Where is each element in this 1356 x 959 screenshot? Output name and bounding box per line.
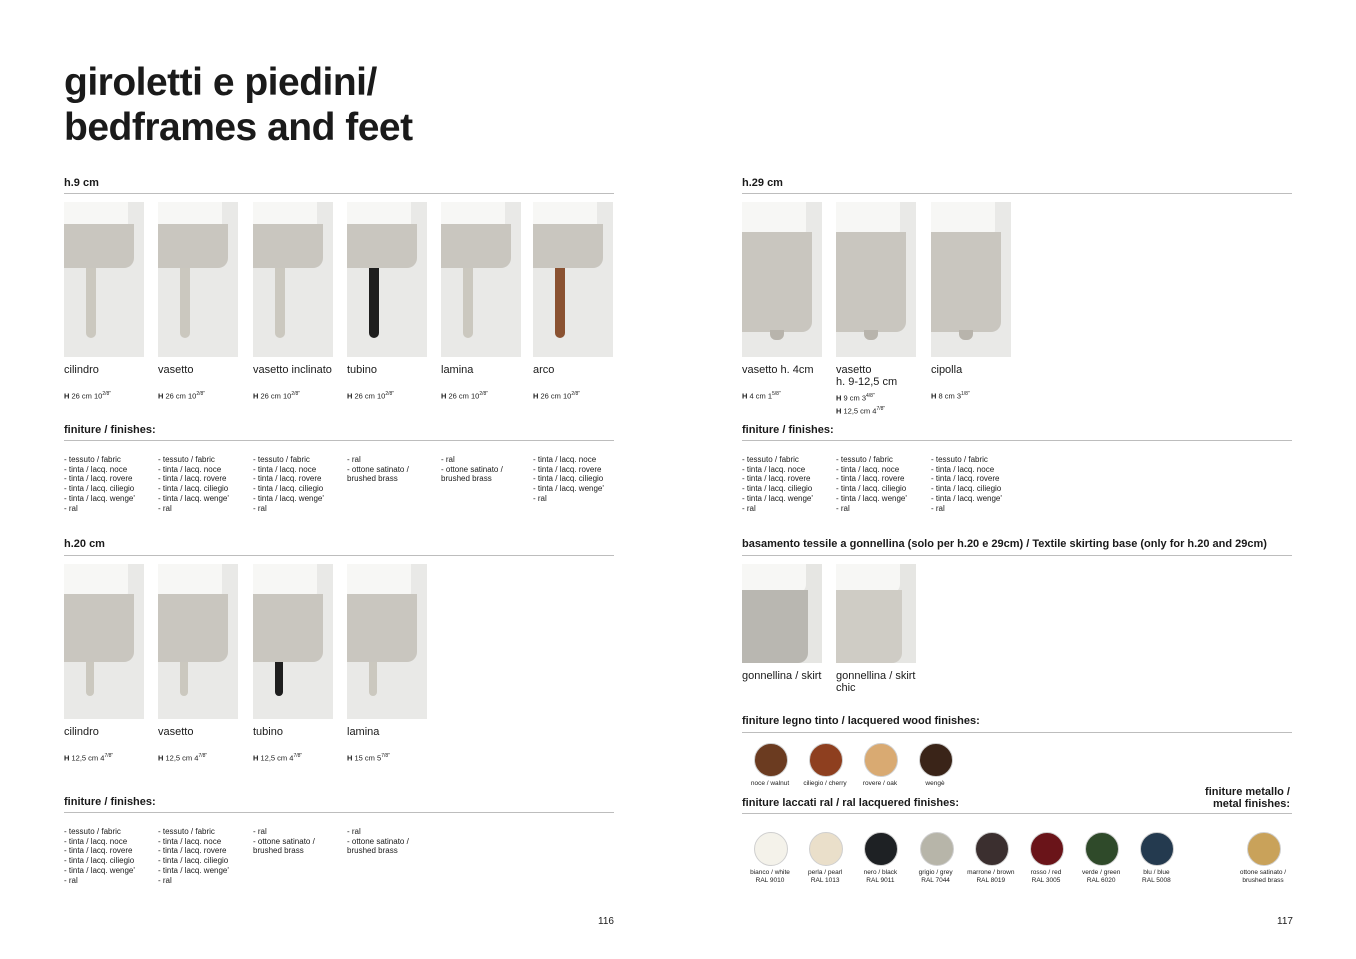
dimension-fraction: 7/8" xyxy=(381,753,390,759)
swatch-label: marrone / brown RAL 8019 xyxy=(967,869,1015,884)
swatch-label: grigio / grey RAL 7044 xyxy=(918,869,953,884)
product-photo xyxy=(742,564,822,663)
h9-card xyxy=(347,202,427,402)
height-label: H xyxy=(742,391,750,401)
height-label: H xyxy=(836,393,844,403)
bedframe xyxy=(158,594,228,662)
swatch-label: rovere / oak xyxy=(862,780,898,787)
bedframe xyxy=(253,594,323,662)
section-h20-heading: h.20 cm xyxy=(64,538,105,550)
skirt-card xyxy=(742,564,822,682)
height-dimension: H 26 cm $10^{2/8"}$ xyxy=(158,391,206,401)
bedframe xyxy=(742,232,812,332)
metal-finishes-heading: finiture metallo / metal finishes: xyxy=(1205,786,1290,810)
finish-options: - tessuto / fabric - tinta / lacq. noce - tinta / lacq. rovere - tinta / lacq. ciliegio - tinta / lacq. wenge' - ral xyxy=(742,455,813,513)
finish-options: - ral - ottone satinato / brushed brass xyxy=(441,455,503,484)
product-name: lamina xyxy=(441,364,474,376)
foot xyxy=(770,330,784,340)
color-swatch xyxy=(1247,832,1281,866)
product-photo xyxy=(253,564,333,719)
dimension-fraction: 2/8" xyxy=(385,391,395,397)
height-label: H xyxy=(64,753,72,763)
finish-options: - tinta / lacq. noce - tinta / lacq. rovere - tinta / lacq. ciliegio - tinta / lacq. wenge' - ral xyxy=(533,455,604,503)
finish-options: - tessuto / fabric - tinta / lacq. noce - tinta / lacq. rovere - tinta / lacq. ciliegio - tinta / lacq. wenge' - ral xyxy=(158,827,229,885)
foot xyxy=(959,330,973,340)
section-h9-heading: h.9 cm xyxy=(64,177,99,189)
foot xyxy=(275,662,283,696)
dimension-fraction: 2/8" xyxy=(196,391,206,397)
swatch-label: perla / pearl RAL 1013 xyxy=(808,869,843,884)
product-photo xyxy=(64,564,144,719)
height-label: H xyxy=(931,391,939,401)
height-label: H xyxy=(64,391,72,401)
product-name: gonnellina / skirt xyxy=(742,670,822,682)
h9-card xyxy=(158,202,238,402)
height-label: H xyxy=(347,391,355,401)
foot xyxy=(369,662,377,696)
product-photo xyxy=(347,564,427,719)
finish-options: - ral - ottone satinato / brushed brass xyxy=(347,455,409,484)
h20-card xyxy=(158,564,238,764)
skirt-fabric xyxy=(836,590,902,663)
dimension-fraction: 2/8" xyxy=(102,391,112,397)
product-photo xyxy=(158,202,238,357)
product-name: vasetto inclinato xyxy=(253,364,332,376)
color-swatch xyxy=(1140,832,1174,866)
foot xyxy=(86,268,96,338)
dimension-fraction: 7/8" xyxy=(104,753,114,759)
product-photo xyxy=(441,202,521,357)
dimension-fraction: 1/8" xyxy=(961,391,970,397)
height-label: H xyxy=(158,753,166,763)
height-dimension: H 4 cm $1^{5/8"}$ xyxy=(742,391,781,401)
height-dimension: H 26 cm $10^{2/8"}$ xyxy=(253,391,301,401)
h20-card xyxy=(253,564,333,764)
color-swatch xyxy=(864,743,898,777)
divider xyxy=(64,812,614,813)
swatch-label: ciliegio / cherry xyxy=(803,780,847,787)
h29-finishes-heading: finiture / finishes: xyxy=(742,424,834,436)
height-label: H xyxy=(253,753,261,763)
height-dimension: H 9 cm $3^{4/8"}$ H 12,5 cm $4^{7/8"}$ xyxy=(836,393,886,415)
height-dimension: H 26 cm $10^{2/8"}$ xyxy=(347,391,395,401)
section-h29-heading: h.29 cm xyxy=(742,177,783,189)
product-photo xyxy=(742,202,822,357)
bedframe xyxy=(347,224,417,268)
bedframe xyxy=(64,224,134,268)
color-swatch xyxy=(809,743,843,777)
swatch-label: rosso / red RAL 3005 xyxy=(1030,869,1062,884)
wood-finishes-heading: finiture legno tinto / lacquered wood finishes: xyxy=(742,715,980,727)
dimension-fraction: 5/8" xyxy=(772,391,781,397)
foot xyxy=(463,268,473,338)
swatch-label: bianco / white RAL 9010 xyxy=(750,869,790,884)
divider xyxy=(742,193,1292,194)
finish-options: - tessuto / fabric - tinta / lacq. noce - tinta / lacq. rovere - tinta / lacq. ciliegio - tinta / lacq. wenge' - ral xyxy=(64,827,135,885)
height-dimension: H 8 cm $3^{1/8"}$ xyxy=(931,391,970,401)
h29-card xyxy=(836,202,916,416)
finish-options: - tessuto / fabric - tinta / lacq. noce - tinta / lacq. rovere - tinta / lacq. ciliegio - tinta / lacq. wenge' - ral xyxy=(253,455,324,513)
height-dimension: H 12,5 cm $4^{7/8"}$ xyxy=(253,753,303,763)
foot xyxy=(864,330,878,340)
page-title: giroletti e piedini/ bedframes and feet xyxy=(64,61,413,149)
h20-card xyxy=(64,564,144,764)
product-name: lamina xyxy=(347,726,380,738)
bedframe xyxy=(64,594,134,662)
height-label: H xyxy=(158,391,166,401)
divider xyxy=(64,555,614,556)
foot xyxy=(275,268,285,338)
bedframe xyxy=(158,224,228,268)
height-dimension: H 26 cm $10^{2/8"}$ xyxy=(64,391,112,401)
divider xyxy=(742,555,1292,556)
bedframe xyxy=(931,232,1001,332)
product-photo xyxy=(253,202,333,357)
product-name: vasetto xyxy=(158,364,194,376)
product-photo xyxy=(931,202,1011,357)
product-name: vasetto xyxy=(158,726,194,738)
bedframe xyxy=(441,224,511,268)
height-label: H xyxy=(533,391,541,401)
height-dimension: H 26 cm $10^{2/8"}$ xyxy=(441,391,489,401)
bedframe xyxy=(347,594,417,662)
bedframe xyxy=(836,232,906,332)
finish-options: - tessuto / fabric - tinta / lacq. noce - tinta / lacq. rovere - tinta / lacq. ciliegio - tinta / lacq. wenge' - ral xyxy=(931,455,1002,513)
height-dimension: H 15 cm $5^{7/8"}$ xyxy=(347,753,390,763)
bedframe xyxy=(533,224,603,268)
color-swatch xyxy=(975,832,1009,866)
divider xyxy=(64,193,614,194)
height-dimension: H 26 cm $10^{2/8"}$ xyxy=(533,391,581,401)
product-photo xyxy=(836,202,916,357)
h9-card xyxy=(253,202,333,402)
height-label: H xyxy=(441,391,449,401)
color-swatch xyxy=(919,743,953,777)
dimension-fraction: 2/8" xyxy=(291,391,301,397)
color-swatch xyxy=(809,832,843,866)
product-photo xyxy=(158,564,238,719)
h29-card xyxy=(742,202,822,402)
bedframe xyxy=(253,224,323,268)
h9-card xyxy=(533,202,613,402)
product-photo xyxy=(347,202,427,357)
dimension-fraction: 4/8" xyxy=(866,393,875,399)
finish-options: - tessuto / fabric - tinta / lacq. noce - tinta / lacq. rovere - tinta / lacq. ciliegio - tinta / lacq. wenge' - ral xyxy=(836,455,907,513)
swatch-label: noce / walnut xyxy=(750,780,790,787)
swatch-label: wengè xyxy=(925,780,945,787)
foot xyxy=(555,268,565,338)
product-name: cipolla xyxy=(931,364,963,376)
dimension-fraction: 2/8" xyxy=(479,391,489,397)
foot xyxy=(86,662,94,696)
finish-options: - tessuto / fabric - tinta / lacq. noce - tinta / lacq. rovere - tinta / lacq. ciliegio - tinta / lacq. wenge' - ral xyxy=(158,455,229,513)
h9-card xyxy=(64,202,144,402)
skirt-card xyxy=(836,564,916,694)
skirt-fabric xyxy=(742,590,808,663)
dimension-fraction: 2/8" xyxy=(571,391,581,397)
color-swatch xyxy=(864,832,898,866)
product-photo xyxy=(64,202,144,357)
foot xyxy=(180,662,188,696)
product-name: vasetto h. 9-12,5 cm xyxy=(836,364,898,388)
swatch-label: nero / black RAL 9011 xyxy=(863,869,898,884)
product-name: cilindro xyxy=(64,726,99,738)
divider xyxy=(742,440,1292,441)
dimension-fraction: 7/8" xyxy=(876,405,886,412)
foot xyxy=(369,268,379,338)
h20-card xyxy=(347,564,427,764)
color-swatch xyxy=(754,832,788,866)
height-dimension: H 12,5 cm $4^{7/8"}$ xyxy=(64,753,114,763)
h9-finishes-heading: finiture / finishes: xyxy=(64,424,156,436)
color-swatch xyxy=(1030,832,1064,866)
h20-finishes-heading: finiture / finishes: xyxy=(64,796,156,808)
finish-options: - ral - ottone satinato / brushed brass xyxy=(253,827,315,856)
h29-card xyxy=(931,202,1011,402)
product-name: tubino xyxy=(253,726,283,738)
swatch-label: ottone satinato / brushed brass xyxy=(1239,869,1287,884)
height-label: H xyxy=(253,391,261,401)
height-label: H xyxy=(347,753,355,763)
divider xyxy=(742,813,1292,814)
foot xyxy=(180,268,190,338)
swatch-label: blu / blue RAL 5008 xyxy=(1142,869,1171,884)
dimension-fraction: 7/8" xyxy=(293,753,303,759)
divider xyxy=(742,732,1292,733)
product-name: tubino xyxy=(347,364,377,376)
product-name: gonnellina / skirt chic xyxy=(836,670,916,694)
product-photo xyxy=(533,202,613,357)
h9-card xyxy=(441,202,521,402)
product-name: vasetto h. 4cm xyxy=(742,364,814,376)
page-number-left: 116 xyxy=(598,916,614,927)
dimension-fraction: 7/8" xyxy=(198,753,208,759)
skirt-section-heading: basamento tessile a gonnellina (solo per h.20 e 29cm) / Textile skirting base (only for h.20 and 29cm) xyxy=(742,538,1267,550)
height-dimension: H 12,5 cm $4^{7/8"}$ xyxy=(158,753,208,763)
color-swatch xyxy=(920,832,954,866)
color-swatch xyxy=(1085,832,1119,866)
height-label: H xyxy=(836,406,844,415)
swatch-label: verde / green RAL 6020 xyxy=(1082,869,1121,884)
finish-options: - tessuto / fabric - tinta / lacq. noce - tinta / lacq. rovere - tinta / lacq. ciliegio - tinta / lacq. wenge' - ral xyxy=(64,455,135,513)
product-photo xyxy=(836,564,916,663)
finish-options: - ral - ottone satinato / brushed brass xyxy=(347,827,409,856)
product-name: cilindro xyxy=(64,364,99,376)
page-number-right: 117 xyxy=(1277,916,1293,927)
product-name: arco xyxy=(533,364,555,376)
color-swatch xyxy=(754,743,788,777)
divider xyxy=(64,440,614,441)
ral-finishes-heading: finiture laccati ral / ral lacquered finishes: xyxy=(742,797,960,809)
